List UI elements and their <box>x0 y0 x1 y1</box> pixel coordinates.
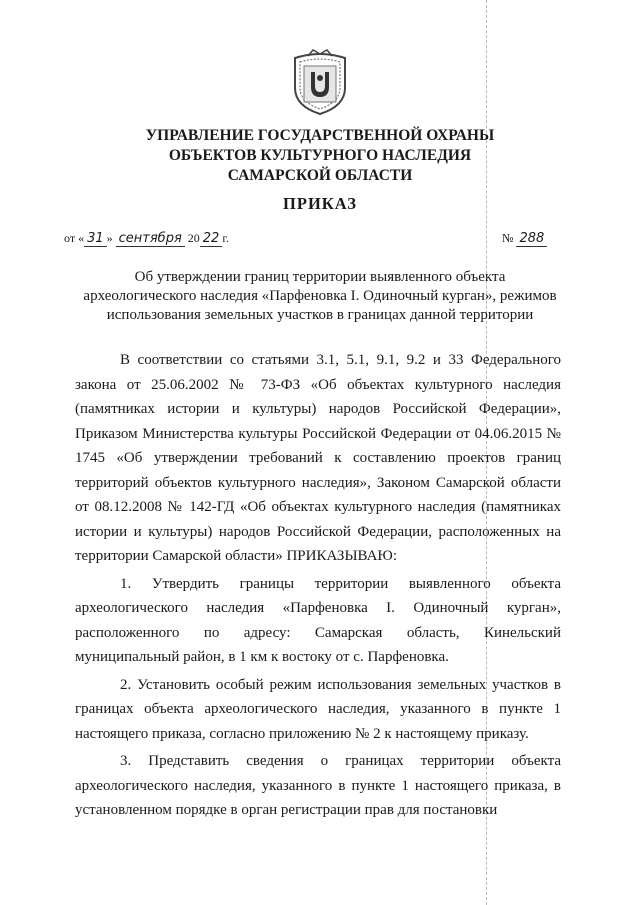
coat-of-arms-icon <box>291 48 349 116</box>
item-3-paragraph: 3. Представить сведения о границах территории объекта археологического наследия, указанного в пункте 1 настоящего приказа, в установленном порядке в орган регистрации прав для постановки <box>75 753 561 818</box>
preamble-paragraph: В соответствии со статьями 3.1, 5.1, 9.1, 9.2 и 33 Федерального закона от 25.06.2002 № 73-ФЗ «Об объектах культурного наследия (памятниках истории и культуры) народов Российской Федерации», Приказом Министерства культуры Российской Федерации от 04.06.2015 № 1745 «Об утверждении требований к составлению проектов границ территорий объектов культурного наследия», Законом Самарской области от 08.12.2008 № 142-ГД «Об объектах культурного наследия (памятниках истории и культуры) народов Российской Федерации, расположенных на территории Самарской области» ПРИКАЗЫВАЮ: <box>75 352 561 564</box>
number-label: № <box>502 231 514 245</box>
order-subject <box>78 268 562 325</box>
subject-line: Об утверждении границ территории выявленного объекта <box>134 269 506 285</box>
date-year-prefix: 20 <box>187 231 200 245</box>
date-day: 31 <box>84 231 107 247</box>
number-value: 288 <box>516 231 547 247</box>
date-mid: » <box>106 231 113 245</box>
subject-line: использования земельных участков в границах данной территории <box>106 307 534 323</box>
date-suffix: г. <box>222 231 229 245</box>
order-number <box>502 231 547 247</box>
item-1-paragraph: 1. Утвердить границы территории выявленного объекта археологического наследия «Парфеновка I. Одиночный курган», расположенного по адресу: Самарская область, Кинельский муниципальный район, в 1 км к востоку от с. Парфеновка. <box>75 575 561 665</box>
agency-name <box>80 126 560 186</box>
date-month: сентября <box>116 231 185 247</box>
agency-line: УПРАВЛЕНИЕ ГОСУДАРСТВЕННОЙ ОХРАНЫ <box>145 127 495 144</box>
item-2-paragraph: 2. Установить особый режим использования земельных участков в границах объекта археологического наследия, указанного в пункте 1 настоящего приказа, согласно приложению № 2 к настоящему приказу. <box>75 676 561 742</box>
order-body <box>75 348 561 823</box>
date-prefix: от « <box>64 231 85 245</box>
order-date <box>64 231 229 247</box>
order-title: ПРИКАЗ <box>283 194 357 213</box>
date-year: 22 <box>200 231 223 247</box>
agency-line: ОБЪЕКТОВ КУЛЬТУРНОГО НАСЛЕДИЯ <box>168 147 472 164</box>
agency-line: САМАРСКОЙ ОБЛАСТИ <box>227 167 413 184</box>
subject-line: археологического наследия «Парфеновка I. Одиночный курган», режимов <box>83 288 557 304</box>
